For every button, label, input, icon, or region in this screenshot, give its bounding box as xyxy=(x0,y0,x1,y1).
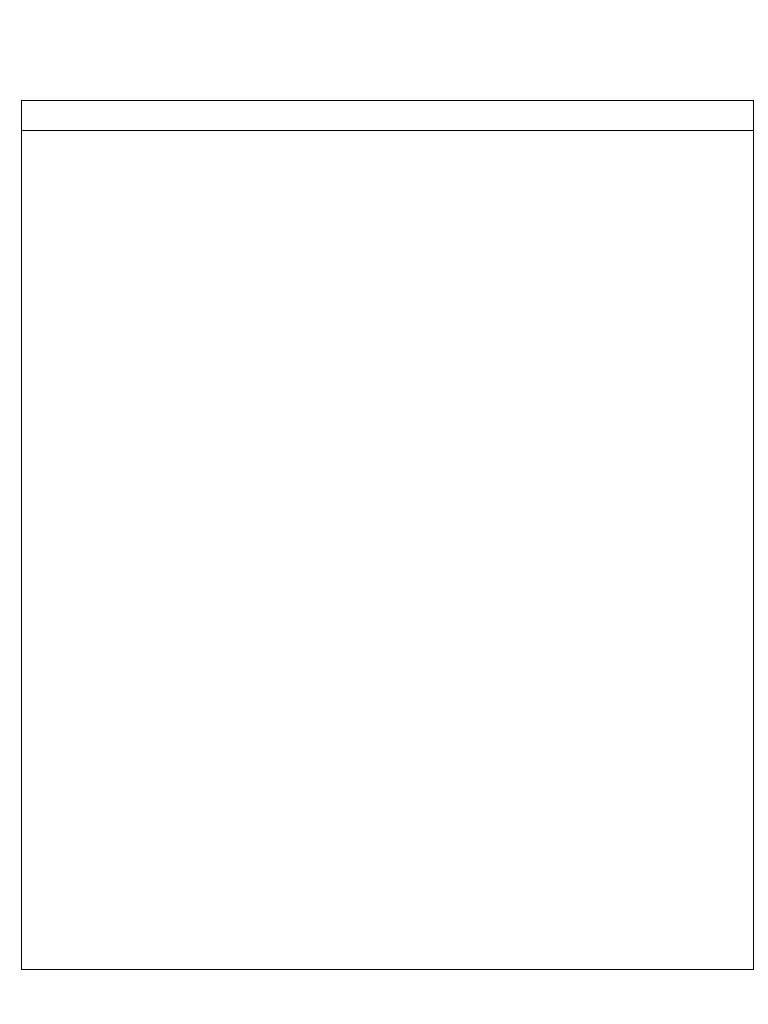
timetable-grid xyxy=(21,100,754,970)
class-header-row xyxy=(22,101,753,131)
